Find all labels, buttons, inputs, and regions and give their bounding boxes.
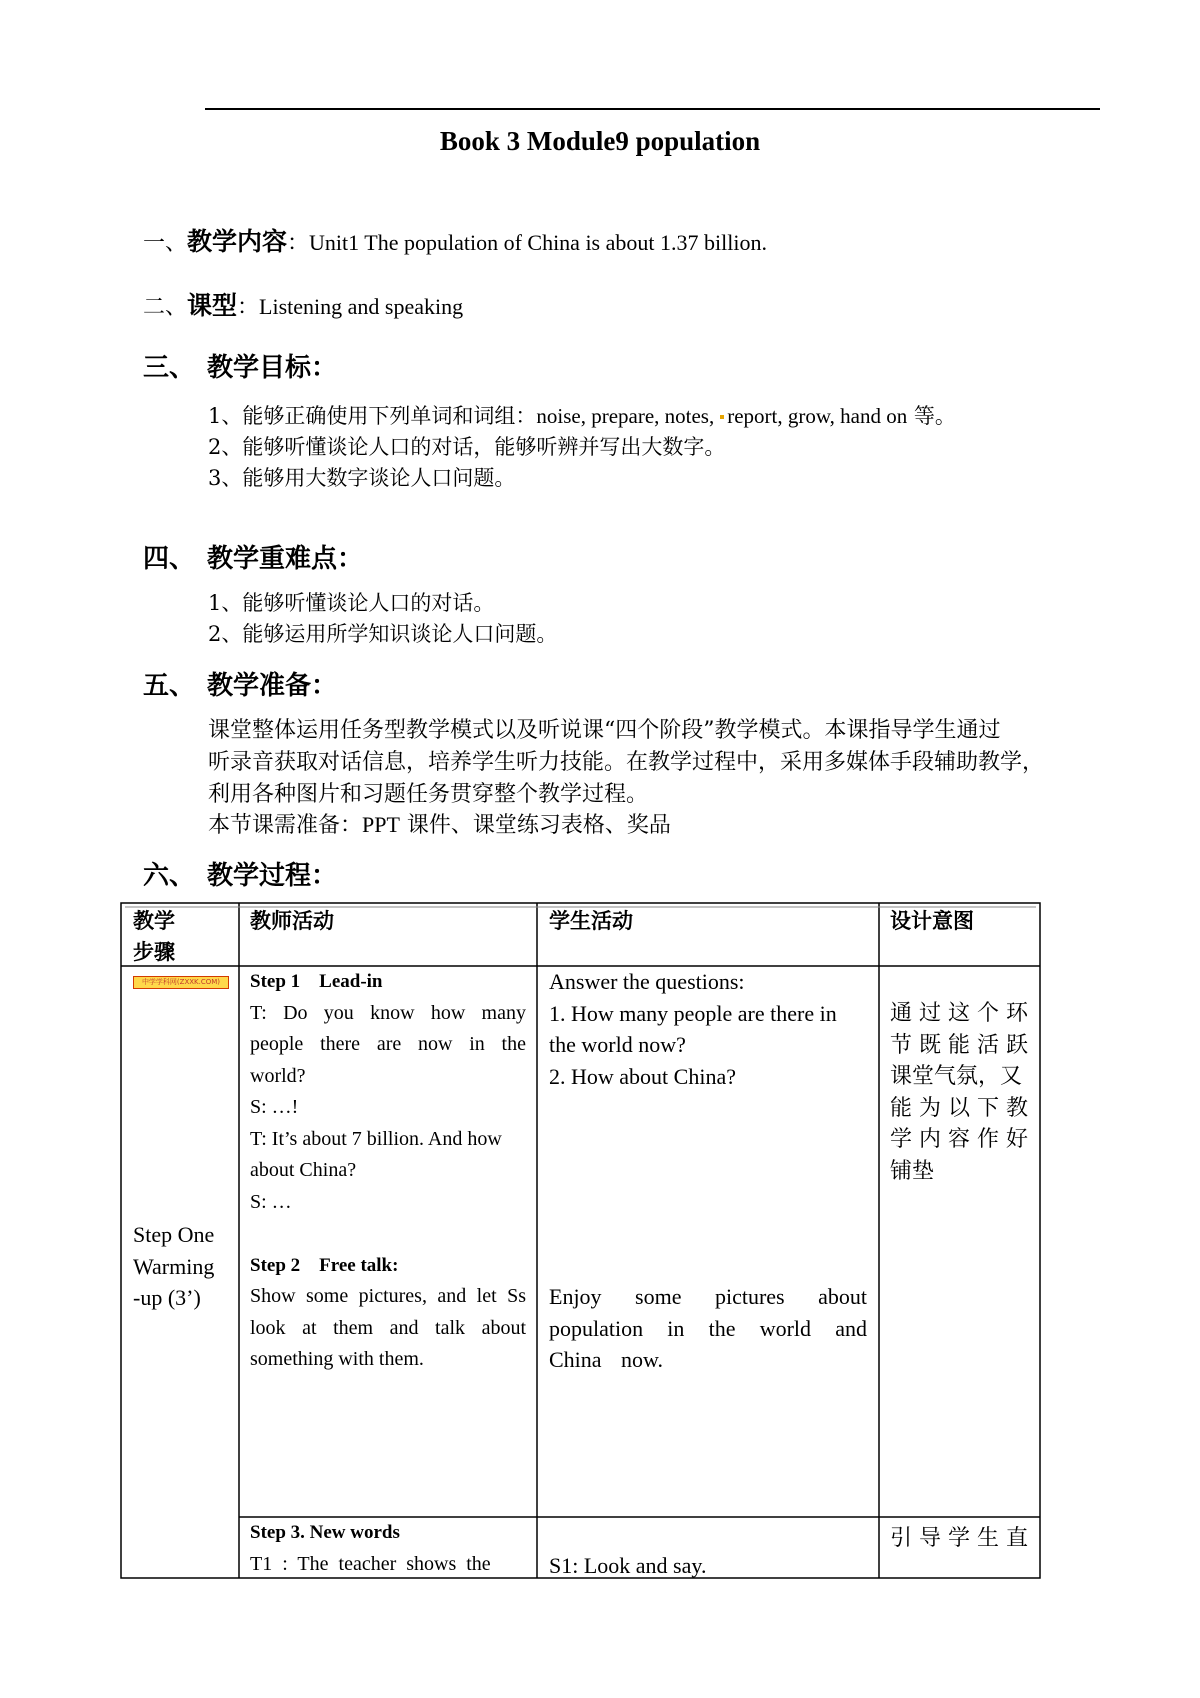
step1-body: T: Do you know how many people there are now in the world?	[250, 1001, 526, 1087]
teacher-activity	[250, 966, 526, 1376]
step-label-line: Step One	[133, 1222, 215, 1247]
header-steps	[133, 905, 175, 967]
materials-suffix: 课件、课堂练习表格、奖品	[399, 813, 671, 838]
preparation-line: 听录音获取对话信息，培养学生听力技能。在教学过程中，采用多媒体手段辅助教学，	[208, 750, 1045, 775]
objective-words: noise, prepare, notes,	[536, 404, 715, 428]
site-logo-text: 中学学科网(ZXXK.COM)	[141, 978, 221, 986]
section-number: 五、	[143, 671, 196, 701]
design-line: 节既能活跃	[890, 1032, 1036, 1058]
preparation-line: 课堂整体运用任务型教学模式以及听说课“四个阶段”教学模式。本课指导学生通过	[208, 718, 1001, 743]
step2-title: Step 2 Free talk:	[250, 1254, 399, 1276]
document-title: Book 3 Module9 population	[439, 126, 761, 156]
section-heading: 教学内容	[187, 227, 288, 256]
section-objectives	[143, 347, 337, 384]
question-item: 1. How many people are there in the world now?	[549, 1000, 837, 1057]
header-steps-line2: 步骤	[133, 939, 175, 964]
step-label-line: Warming	[133, 1253, 215, 1279]
header-rule	[205, 108, 1100, 110]
section-lesson-type	[143, 286, 463, 322]
section-number: 二、	[143, 295, 188, 320]
design-line: 课堂气氛，又	[890, 1064, 1023, 1089]
section-number: 四、	[143, 544, 196, 574]
objective-suffix: 等。	[907, 404, 956, 428]
student-activity-enjoy: Enjoy some pictures about population in the world and China now.	[549, 1284, 867, 1372]
questions-title: Answer the questions:	[549, 969, 745, 994]
student-reply: S: …!	[250, 1096, 299, 1118]
student-activity-step3: S1: Look and say.	[549, 1553, 707, 1578]
preparation-materials	[208, 808, 671, 839]
design-line: 学内容作好	[890, 1127, 1036, 1152]
materials-prefix: 本节课需准备：	[208, 813, 363, 838]
section-colon: ：	[237, 295, 260, 320]
teacher-activity-step3	[250, 1517, 526, 1580]
site-logo	[133, 976, 229, 989]
section-text: Listening and speaking	[259, 294, 464, 319]
design-intent-step3: 引导学生直	[890, 1526, 1036, 1551]
section-process	[143, 855, 337, 892]
section-preparation	[143, 665, 337, 702]
step-one-label	[133, 1219, 214, 1314]
objective-item: 2、能够听懂谈论人口的对话，能够听辨并写出大数字。	[208, 435, 726, 459]
design-line: 铺垫	[890, 1158, 935, 1184]
design-line: 通过这个环	[890, 1001, 1036, 1026]
key-point-item: 2、能够运用所学知识谈论人口问题。	[208, 622, 558, 646]
step1-title: Step 1 Lead-in	[250, 971, 383, 992]
section-heading: 教学重难点：	[207, 544, 364, 574]
header-teacher: 教师活动	[250, 908, 334, 933]
header-design: 设计意图	[890, 908, 974, 933]
preparation-line: 利用各种图片和习题任务贯穿整个教学过程。	[208, 782, 649, 807]
step3-body: T1 : The teacher shows the	[250, 1552, 491, 1575]
section-heading: 教学准备：	[207, 671, 338, 701]
section-number: 一、	[143, 231, 188, 256]
section-heading: 课型	[187, 291, 238, 320]
teacher-line: T: It’s about 7 billion. And how about China?	[250, 1127, 502, 1181]
key-point-item: 1、能够听懂谈论人口的对话。	[208, 591, 495, 615]
step-label-line: -up (3’)	[133, 1285, 201, 1310]
section-content	[143, 222, 767, 258]
objective-item	[208, 400, 956, 430]
section-number: 六、	[143, 861, 196, 891]
section-number: 三、	[143, 353, 196, 383]
objective-words: report, grow, hand on	[727, 404, 908, 428]
step2-body: Show some pictures, and let Ss look at them and talk about something with them.	[250, 1285, 526, 1370]
student-activity-questions	[549, 966, 867, 1092]
materials-ppt: PPT	[362, 812, 400, 837]
section-heading: 教学过程：	[207, 861, 338, 891]
section-heading: 教学目标：	[207, 353, 338, 383]
question-item: 2. How about China?	[549, 1063, 736, 1089]
section-text: Unit1 The population of China is about 1.37 billion.	[309, 230, 767, 255]
header-steps-line1: 教学	[133, 908, 175, 933]
header-student: 学生活动	[549, 908, 633, 933]
student-reply: S: …	[250, 1190, 292, 1213]
section-key-points	[143, 538, 363, 575]
objective-prefix: 1、能够正确使用下列单词和词组：	[208, 404, 537, 428]
objective-item: 3、能够用大数字谈论人口问题。	[208, 466, 516, 490]
design-line: 能为以下教	[890, 1095, 1036, 1121]
mark-dot	[720, 415, 724, 419]
design-intent	[890, 998, 1040, 1187]
section-colon: ：	[287, 231, 310, 256]
step3-title: Step 3. New words	[250, 1522, 400, 1543]
